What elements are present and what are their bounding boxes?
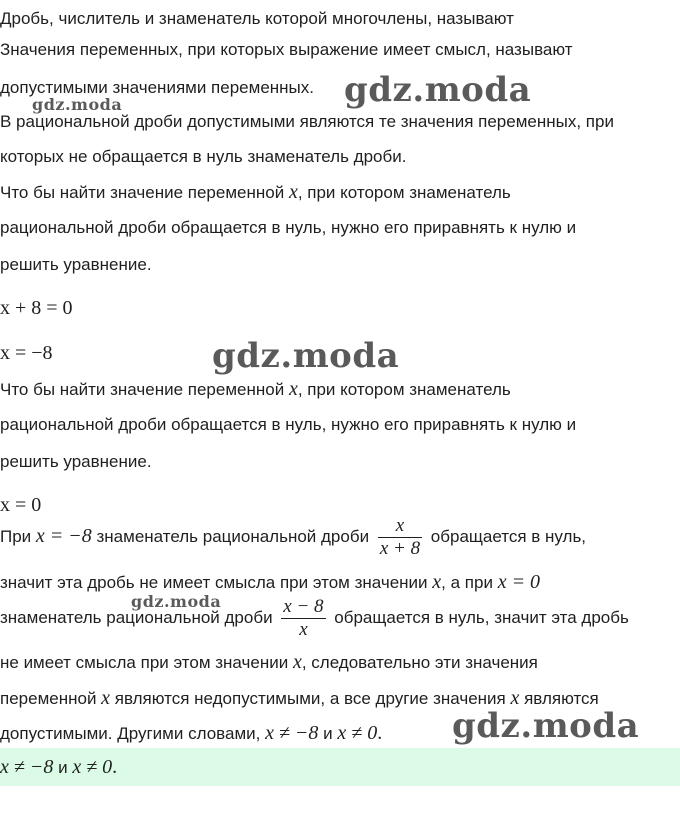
watermark-logo: gdz.moda — [344, 70, 532, 110]
math-inline: x ≠ 0 — [72, 756, 113, 778]
equation: x + 8 = 0 — [0, 297, 73, 319]
text-span: допустимыми. Другими словами, — [0, 724, 266, 743]
text-span: Что бы найти значение переменной — [0, 380, 289, 399]
text-line — [0, 515, 586, 560]
text-span: При — [0, 526, 36, 546]
math-variable: x — [101, 687, 111, 709]
text-span: и — [318, 724, 338, 743]
text-line — [0, 571, 540, 594]
math-inline: x ≠ 0 — [337, 722, 378, 744]
text-line: В рациональной дроби допустимыми являются те значения переменных, при — [0, 112, 614, 131]
text-span: . — [112, 756, 118, 778]
text-span: переменной — [0, 689, 102, 708]
watermark-logo: gdz.moda — [212, 336, 400, 376]
text-span: обращается в нуль, — [426, 526, 587, 546]
text-span: . — [377, 722, 383, 744]
text-span: и — [53, 758, 73, 777]
math-variable: x — [292, 651, 302, 673]
math-inline: x ≠ −8 — [265, 722, 319, 744]
fraction-denominator: x + 8 — [379, 538, 421, 559]
text-line — [0, 651, 538, 674]
math-inline: x ≠ −8 — [0, 756, 54, 778]
math-variable: x — [288, 378, 298, 400]
text-span: являются недопустимыми, а все другие значения — [110, 689, 511, 708]
text-line: рациональной дроби обращается в нуль, нужно его приравнять к нулю и — [0, 415, 577, 434]
fraction-numerator: x — [378, 515, 422, 538]
text-span: Что бы найти значение переменной — [0, 183, 289, 202]
text-line: рациональной дроби обращается в нуль, нужно его приравнять к нулю и — [0, 218, 577, 237]
text-span: , при котором знаменатель — [297, 183, 511, 202]
text-line: допустимыми значениями переменных. — [0, 78, 314, 97]
text-line — [0, 181, 511, 204]
math-inline: x = 0 — [497, 571, 541, 593]
text-line — [0, 378, 511, 401]
equation: x = 0 — [0, 494, 42, 516]
text-line: которых не обращается в нуль знаменатель дроби. — [0, 147, 407, 166]
text-span: знаменатель рациональной дроби — [91, 526, 374, 546]
text-span: , а при — [441, 573, 498, 592]
text-line — [0, 596, 629, 641]
fraction — [378, 515, 422, 560]
math-variable: x — [288, 181, 298, 203]
text-line: Дробь, числитель и знаменатель которой многочлены, называют — [0, 9, 514, 28]
watermark-logo: gdz.moda — [452, 706, 640, 746]
text-span: не имеет смысла при этом значении — [0, 653, 293, 672]
text-line: Значения переменных, при которых выражение имеет смысл, называют — [0, 40, 573, 59]
text-span: , при котором знаменатель — [297, 380, 511, 399]
text-span: являются — [519, 689, 599, 708]
fraction-denominator: x — [299, 619, 308, 640]
fraction-numerator: x − 8 — [283, 596, 324, 617]
text-span: знаменатель рациональной дроби — [0, 607, 278, 627]
text-span: обращается в нуль, значит эта дробь — [329, 607, 629, 627]
math-inline: x = −8 — [35, 524, 92, 547]
math-variable: x — [510, 687, 520, 709]
math-variable: x — [432, 571, 442, 593]
text-line: решить уравнение. — [0, 452, 152, 471]
text-span: значит эта дробь не имеет смысла при этом значении — [0, 573, 433, 592]
equation: x = −8 — [0, 342, 53, 364]
watermark-logo: gdz.moda — [131, 592, 222, 611]
answer-box — [0, 748, 680, 786]
text-span: , следовательно эти значения — [301, 653, 538, 672]
answer-line — [0, 756, 117, 779]
text-line: решить уравнение. — [0, 255, 152, 274]
text-line — [0, 722, 382, 745]
fraction — [281, 596, 325, 641]
watermark-logo: gdz.moda — [32, 95, 123, 114]
